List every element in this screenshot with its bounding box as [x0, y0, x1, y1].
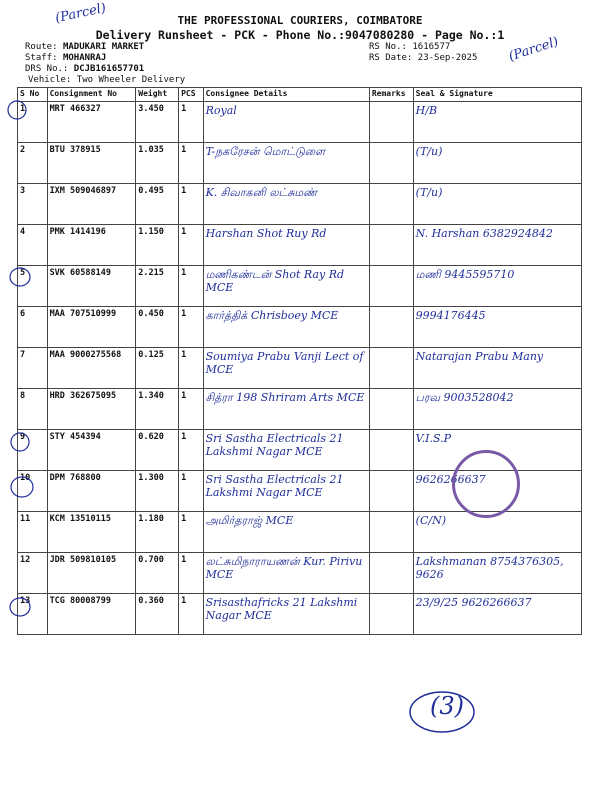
row-consignee-details-text: அமிர்தராஜ் MCE: [205, 514, 294, 527]
row-sno-text: 3: [20, 186, 26, 196]
row-sno: [18, 266, 48, 307]
rs-no-value: 1616577: [412, 42, 451, 52]
row-sno: [18, 471, 48, 512]
row-pcs: [179, 307, 203, 348]
row-pcs-text: 1: [181, 596, 187, 606]
row-consignee-details: [203, 348, 369, 389]
row-seal-signature-text: (T/u): [415, 186, 443, 199]
row-pcs-text: 1: [181, 104, 187, 114]
vehicle-value: Two Wheeler Delivery: [76, 75, 186, 85]
row-consignment-no: [47, 348, 136, 389]
row-consignee-details-text: Royal: [205, 104, 237, 117]
row-consignment-no-text: IXM 509046897: [49, 186, 117, 196]
row-weight-text: 0.495: [138, 186, 164, 196]
row-weight-text: 1.180: [138, 514, 164, 524]
row-weight: [136, 307, 179, 348]
row-seal-signature: [413, 512, 581, 553]
row-seal-signature: [413, 307, 581, 348]
row-consignment-no: [47, 512, 136, 553]
row-remarks: [369, 225, 413, 266]
row-consignee-details-text: T-நகரேசன் மொட்டுளை: [205, 145, 326, 158]
row-weight: [136, 389, 179, 430]
row-consignment-no: [47, 184, 136, 225]
table-row: [18, 307, 582, 348]
row-pcs-text: 1: [181, 555, 187, 565]
header-seal: Seal & Signature: [413, 88, 581, 102]
row-consignment-no-text: MAA 707510999: [49, 309, 117, 319]
row-sno: [18, 184, 48, 225]
row-consignee-details-text: மணிகண்டன் Shot Ray Rd MCE: [205, 268, 345, 294]
row-seal-signature: [413, 553, 581, 594]
row-pcs-text: 1: [181, 391, 187, 401]
row-sno-text: 5: [20, 268, 26, 278]
header-consignment: Consignment No: [47, 88, 136, 102]
row-remarks: [369, 143, 413, 184]
row-pcs: [179, 266, 203, 307]
row-seal-signature-text: 23/9/25 9626266637: [415, 596, 532, 609]
row-consignee-details-text: கார்த்திக் Chrisboey MCE: [205, 309, 339, 322]
row-weight-text: 3.450: [138, 104, 164, 114]
doc-title: THE PROFESSIONAL COURIERS, COIMBATORE: [177, 14, 423, 27]
row-consignee-details-text: Sri Sastha Electricals 21 Lakshmi Nagar MCE: [205, 473, 344, 499]
vehicle-line: [28, 75, 185, 85]
row-seal-signature-text: பரவ 9003528042: [415, 391, 514, 404]
row-pcs: [179, 225, 203, 266]
staff-label: Staff:: [25, 53, 58, 63]
row-weight-text: 1.340: [138, 391, 164, 401]
row-consignee-details: [203, 430, 369, 471]
row-pcs-text: 1: [181, 268, 187, 278]
header-consignee: Consignee Details: [203, 88, 369, 102]
row-sno: [18, 512, 48, 553]
row-pcs: [179, 594, 203, 635]
table-row: [18, 594, 582, 635]
row-sno-text: 12: [20, 555, 31, 565]
table-row: [18, 389, 582, 430]
row-seal-signature: [413, 389, 581, 430]
row-remarks: [369, 266, 413, 307]
row-seal-signature-text: Lakshmanan 8754376305, 9626: [415, 555, 564, 581]
row-weight-text: 1.150: [138, 227, 164, 237]
row-pcs: [179, 553, 203, 594]
row-sno: [18, 307, 48, 348]
row-remarks: [369, 594, 413, 635]
row-pcs: [179, 143, 203, 184]
table-row: [18, 512, 582, 553]
row-weight-text: 0.700: [138, 555, 164, 565]
row-sno-text: 1: [20, 104, 26, 114]
row-sno: [18, 348, 48, 389]
header-weight: Weight: [136, 88, 179, 102]
row-sno: [18, 143, 48, 184]
row-pcs: [179, 512, 203, 553]
row-seal-signature-text: 9994176445: [415, 309, 486, 322]
row-pcs: [179, 102, 203, 143]
row-consignee-details-text: Sri Sastha Electricals 21 Lakshmi Nagar MCE: [205, 432, 344, 458]
row-seal-signature: [413, 184, 581, 225]
table-row: [18, 348, 582, 389]
row-sno: [18, 225, 48, 266]
row-sno: [18, 553, 48, 594]
row-weight: [136, 266, 179, 307]
row-consignment-no: [47, 225, 136, 266]
row-weight: [136, 553, 179, 594]
row-remarks: [369, 553, 413, 594]
row-consignee-details: [203, 553, 369, 594]
row-consignee-details: [203, 389, 369, 430]
row-consignee-details: [203, 102, 369, 143]
row-weight: [136, 102, 179, 143]
row-weight-text: 0.125: [138, 350, 164, 360]
drs-label: DRS No.:: [25, 64, 69, 74]
table-row: [18, 102, 582, 143]
row-consignment-no: [47, 594, 136, 635]
row-consignment-no-text: SVK 60588149: [49, 268, 111, 278]
row-seal-signature-text: 9626266637: [415, 473, 486, 486]
note-bottom-count: (3): [430, 692, 464, 720]
row-seal-signature: [413, 348, 581, 389]
row-consignee-details-text: Srisasthafricks 21 Lakshmi Nagar MCE: [205, 596, 358, 622]
row-weight: [136, 471, 179, 512]
row-pcs-text: 1: [181, 186, 187, 196]
row-seal-signature: [413, 143, 581, 184]
row-consignment-no: [47, 102, 136, 143]
row-remarks: [369, 389, 413, 430]
row-sno-text: 6: [20, 309, 26, 319]
row-consignee-details: [203, 266, 369, 307]
row-consignment-no-text: BTU 378915: [49, 145, 101, 155]
row-weight: [136, 594, 179, 635]
row-weight: [136, 348, 179, 389]
row-consignment-no-text: STY 454394: [49, 432, 101, 442]
vehicle-label: Vehicle:: [28, 75, 72, 85]
row-remarks: [369, 184, 413, 225]
table-row: [18, 553, 582, 594]
row-pcs-text: 1: [181, 432, 187, 442]
row-consignment-no-text: DPM 768800: [49, 473, 101, 483]
row-weight: [136, 512, 179, 553]
rs-no-line: [369, 42, 450, 52]
row-pcs-text: 1: [181, 145, 187, 155]
rs-date-label: RS Date:: [369, 53, 413, 63]
row-seal-signature: [413, 266, 581, 307]
row-weight-text: 0.360: [138, 596, 164, 606]
row-sno-text: 10: [20, 473, 31, 483]
row-consignee-details: [203, 307, 369, 348]
row-weight-text: 1.300: [138, 473, 164, 483]
row-consignment-no: [47, 430, 136, 471]
row-pcs: [179, 430, 203, 471]
row-consignment-no-text: PMK 1414196: [49, 227, 106, 237]
row-consignment-no-text: JDR 509810105: [49, 555, 117, 565]
row-consignee-details: [203, 225, 369, 266]
row-consignee-details: [203, 143, 369, 184]
row-remarks: [369, 102, 413, 143]
table-row: [18, 143, 582, 184]
row-pcs: [179, 389, 203, 430]
row-weight-text: 2.215: [138, 268, 164, 278]
row-pcs-text: 1: [181, 514, 187, 524]
row-seal-signature-text: Natarajan Prabu Many: [415, 350, 544, 363]
row-consignee-details-text: Harshan Shot Ruy Rd: [205, 227, 327, 240]
row-seal-signature-text: மணி 9445595710: [415, 268, 515, 281]
row-seal-signature-text: H/B: [415, 104, 438, 117]
row-seal-signature-text: N. Harshan 6382924842: [415, 227, 553, 240]
route-value: MADUKARI MARKET: [62, 42, 145, 52]
row-seal-signature: [413, 225, 581, 266]
row-consignment-no: [47, 307, 136, 348]
row-sno: [18, 102, 48, 143]
table-row: [18, 266, 582, 307]
row-remarks: [369, 307, 413, 348]
row-consignment-no-text: KCM 13510115: [49, 514, 111, 524]
row-pcs: [179, 471, 203, 512]
row-sno: [18, 389, 48, 430]
row-weight: [136, 430, 179, 471]
header-sno: S No: [18, 88, 48, 102]
row-consignee-details: [203, 594, 369, 635]
header-pcs: PCS: [179, 88, 203, 102]
row-weight: [136, 184, 179, 225]
row-consignment-no: [47, 389, 136, 430]
row-sno-text: 4: [20, 227, 26, 237]
row-consignment-no: [47, 266, 136, 307]
row-consignment-no-text: TCG 80008799: [49, 596, 111, 606]
row-remarks: [369, 512, 413, 553]
row-consignee-details: [203, 512, 369, 553]
row-weight-text: 0.620: [138, 432, 164, 442]
row-seal-signature-text: (C/N): [415, 514, 446, 527]
row-weight-text: 0.450: [138, 309, 164, 319]
row-consignee-details-text: லட்சுமிநாராயணன் Kur. Pirivu MCE: [205, 555, 363, 581]
row-consignment-no: [47, 143, 136, 184]
row-consignee-details: [203, 184, 369, 225]
row-remarks: [369, 471, 413, 512]
route-label: Route:: [25, 42, 58, 52]
row-sno-text: 13: [20, 596, 31, 606]
row-consignment-no-text: HRD 362675095: [49, 391, 117, 401]
note-parcel-left: (Parcel): [54, 0, 108, 27]
row-weight: [136, 143, 179, 184]
seal-stamp: [452, 450, 520, 518]
row-sno: [18, 594, 48, 635]
row-remarks: [369, 348, 413, 389]
row-consignment-no: [47, 471, 136, 512]
drs-value: DCJB161657701: [73, 64, 145, 74]
row-consignee-details-text: Soumiya Prabu Vanji Lect of MCE: [205, 350, 364, 376]
row-weight-text: 1.035: [138, 145, 164, 155]
row-sno-text: 9: [20, 432, 26, 442]
staff-line: [25, 53, 106, 63]
row-consignee-details: [203, 471, 369, 512]
doc-subtitle: Delivery Runsheet - PCK - Phone No.:9047080280 - Page No.:1: [95, 28, 505, 42]
row-consignee-details-text: சித்ரா 198 Shriram Arts MCE: [205, 391, 365, 404]
row-seal-signature: [413, 102, 581, 143]
staff-value: MOHANRAJ: [62, 53, 107, 63]
row-sno-text: 2: [20, 145, 26, 155]
row-seal-signature: [413, 594, 581, 635]
row-consignee-details-text: K. சிவாகனி லட்சுமண்: [205, 186, 318, 199]
row-remarks: [369, 430, 413, 471]
table-header-row: [18, 88, 582, 102]
row-weight: [136, 225, 179, 266]
row-pcs: [179, 184, 203, 225]
row-pcs-text: 1: [181, 227, 187, 237]
table-row: [18, 184, 582, 225]
row-sno-text: 11: [20, 514, 31, 524]
table-row: [18, 225, 582, 266]
rs-date-value: 23-Sep-2025: [417, 53, 478, 63]
note-parcel-right: (Parcel): [506, 34, 561, 65]
route-line: [25, 42, 144, 52]
row-sno-text: 8: [20, 391, 26, 401]
drs-line: [25, 64, 144, 74]
row-consignment-no-text: MAA 9000275568: [49, 350, 122, 360]
row-seal-signature-text: (T/u): [415, 145, 443, 158]
row-pcs-text: 1: [181, 350, 187, 360]
row-pcs: [179, 348, 203, 389]
row-seal-signature-text: V.I.S.P: [415, 432, 452, 445]
row-sno: [18, 430, 48, 471]
row-sno-text: 7: [20, 350, 26, 360]
row-pcs-text: 1: [181, 473, 187, 483]
rs-no-label: RS No.:: [369, 42, 407, 52]
runsheet-table: [17, 87, 582, 635]
row-consignment-no: [47, 553, 136, 594]
row-pcs-text: 1: [181, 309, 187, 319]
row-consignment-no-text: MRT 466327: [49, 104, 101, 114]
rs-date-line: [369, 53, 477, 63]
header-remarks: Remarks: [369, 88, 413, 102]
